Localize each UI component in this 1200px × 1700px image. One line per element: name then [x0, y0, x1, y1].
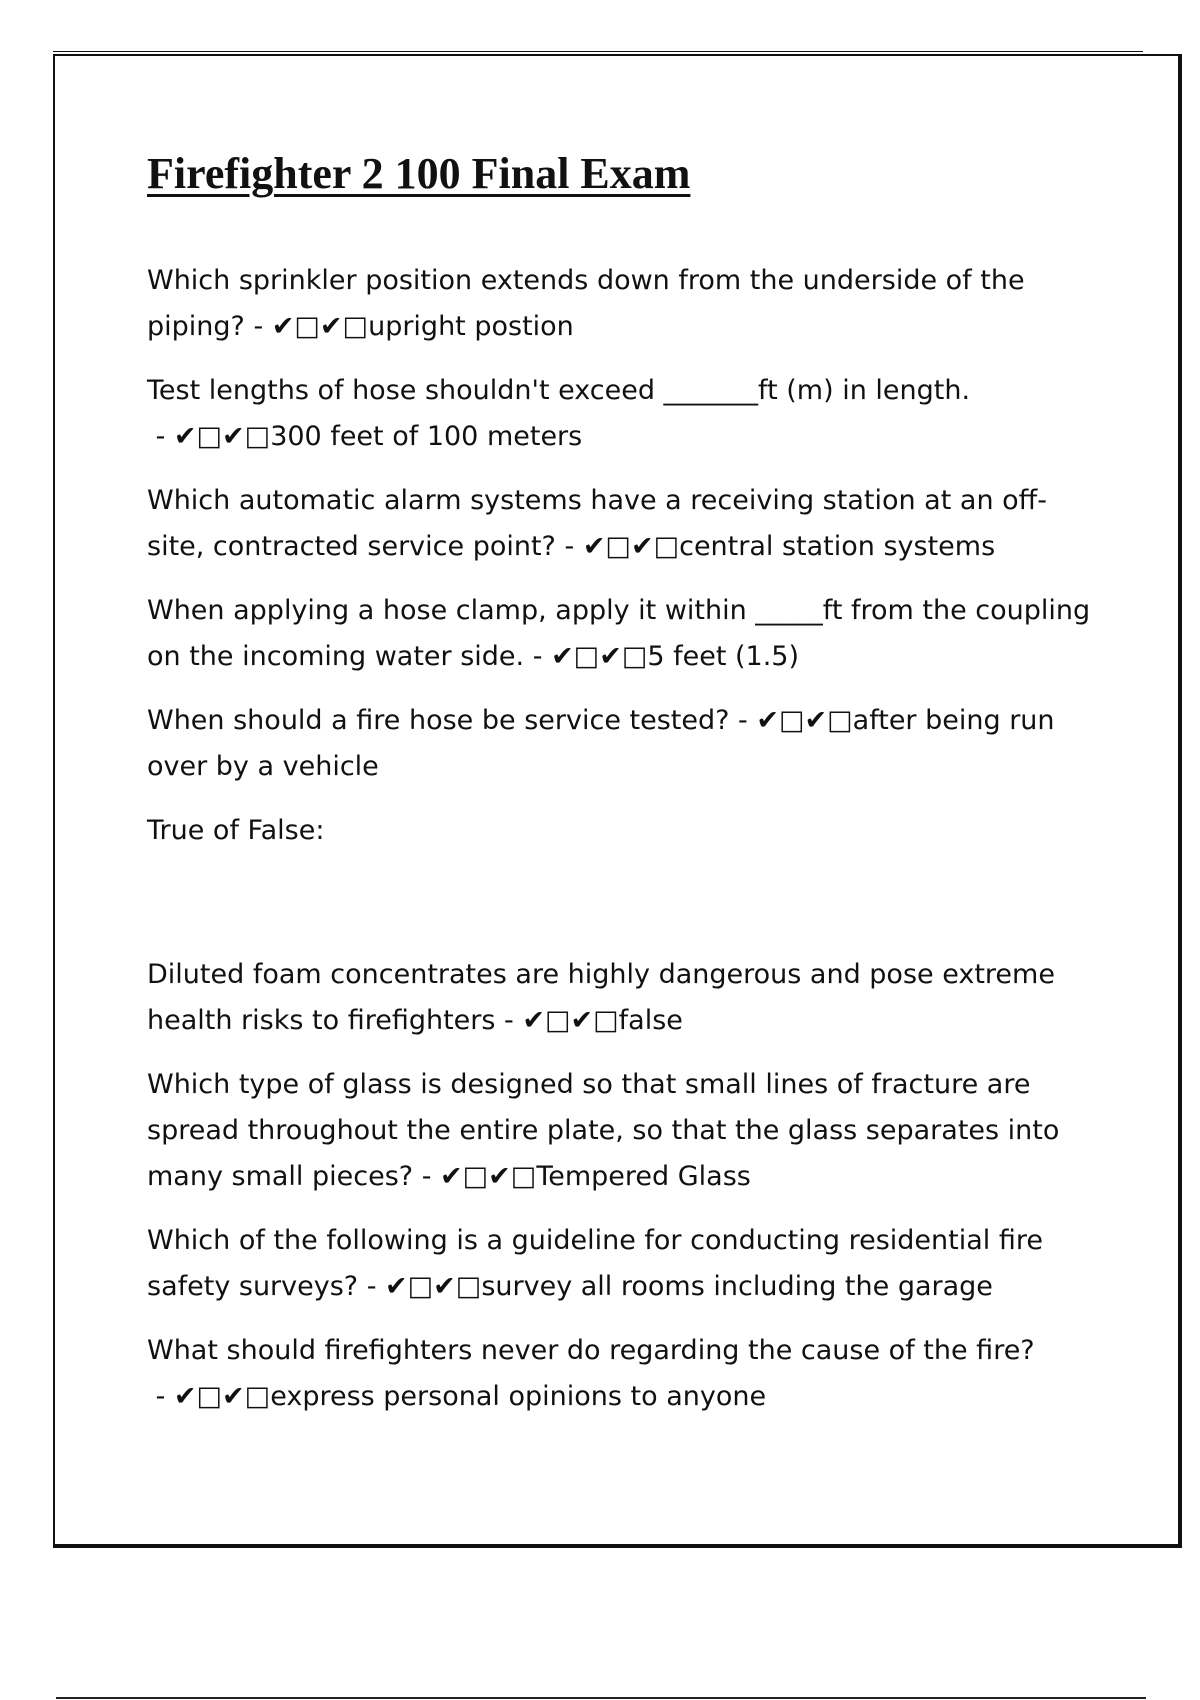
- answer-text: express personal opinions to anyone: [270, 1381, 767, 1412]
- question-text: Diluted foam concentrates are highly dangerous and pose extreme health risks to firefighters: [147, 959, 1055, 1036]
- question-text: When applying a hose clamp, apply it within _____ft from the coupling on the incoming water side.: [147, 595, 1091, 672]
- separator: -: [413, 1161, 441, 1192]
- separator: -: [358, 1271, 386, 1302]
- answer-text: central station systems: [679, 531, 996, 562]
- qa-item-6: [147, 952, 1097, 1044]
- section-heading: True of False:: [147, 815, 325, 846]
- separator: -: [147, 1381, 174, 1412]
- check-marks: ✔□✔□: [271, 311, 369, 342]
- check-marks: ✔□✔□: [173, 421, 271, 452]
- question-text: Which of the following is a guideline for conducting residential fire safety surveys?: [147, 1225, 1043, 1302]
- next-page-border: [56, 1697, 1146, 1699]
- qa-item-1: [147, 258, 1097, 350]
- separator: -: [244, 311, 272, 342]
- answer-text: upright postion: [368, 311, 574, 342]
- check-marks: ✔□✔□: [173, 1381, 271, 1412]
- question-text: Which sprinkler position extends down from the underside of the piping?: [147, 265, 1025, 342]
- qa-item-2: [147, 368, 1097, 460]
- document-body: [147, 148, 1097, 1438]
- qa-item-8: [147, 1218, 1097, 1310]
- separator: -: [555, 531, 583, 562]
- blank-space: [147, 872, 1097, 952]
- answer-text: 5 feet (1.5): [647, 641, 800, 672]
- qa-item-3: [147, 478, 1097, 570]
- check-marks: ✔□✔□: [385, 1271, 482, 1302]
- answer-text: Tempered Glass: [536, 1161, 751, 1192]
- question-text: When should a fire hose be service tested?: [147, 705, 730, 736]
- qa-item-4: [147, 588, 1097, 680]
- check-marks: ✔□✔□: [582, 531, 680, 562]
- page-border-top-line: [53, 51, 1143, 52]
- separator: -: [495, 1005, 523, 1036]
- document-title: Firefighter 2 100 Final Exam: [147, 149, 691, 198]
- check-marks: ✔□✔□: [551, 641, 648, 672]
- separator: -: [729, 705, 757, 736]
- separator: -: [147, 421, 174, 452]
- question-text: What should firefighters never do regarding the cause of the fire?: [147, 1335, 1035, 1366]
- separator: -: [524, 641, 552, 672]
- answer-text: 300 feet of 100 meters: [270, 421, 583, 452]
- check-marks: ✔□✔□: [440, 1161, 537, 1192]
- qa-item-7: [147, 1062, 1097, 1200]
- question-text: Which automatic alarm systems have a receiving station at an off-site, contracted service point?: [147, 485, 1048, 562]
- check-marks: ✔□✔□: [756, 705, 853, 736]
- answer-text: after being run over by a vehicle: [147, 705, 1055, 782]
- answer-text: false: [618, 1005, 683, 1036]
- qa-item-5: [147, 698, 1097, 790]
- question-text: Which type of glass is designed so that small lines of fracture are spread throughout the entire plate, so that the glass separates into many small pieces?: [147, 1069, 1060, 1192]
- qa-item-9: [147, 1328, 1097, 1420]
- question-text: Test lengths of hose shouldn't exceed _______ft (m) in length.: [147, 375, 971, 406]
- check-marks: ✔□✔□: [522, 1005, 619, 1036]
- answer-text: survey all rooms including the garage: [481, 1271, 993, 1302]
